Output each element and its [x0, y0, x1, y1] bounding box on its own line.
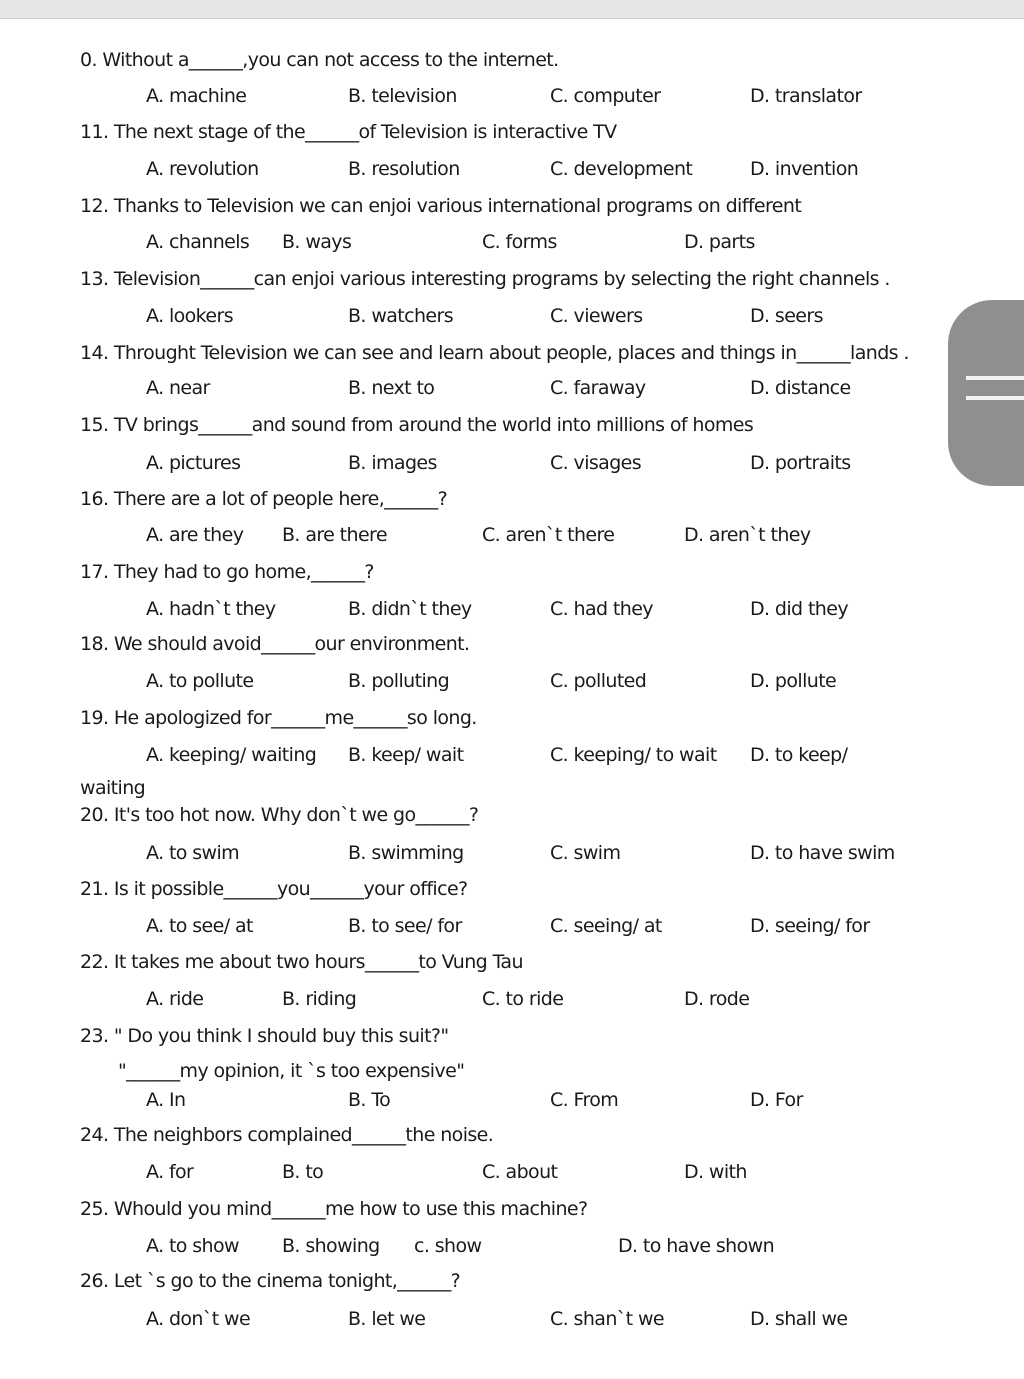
option-c: c. show	[414, 1235, 482, 1257]
option-a: A. channels	[146, 231, 250, 253]
question-20: 20. It's too hot now. Why don`t we go______?	[80, 804, 479, 826]
option-d: D. translator	[750, 85, 862, 107]
option-c: C. shan`t we	[550, 1308, 664, 1330]
question-16: 16. There are a lot of people here,______?	[80, 488, 448, 510]
option-a: A. to see/ at	[146, 915, 253, 937]
option-a: A. machine	[146, 85, 247, 107]
option-a: A. to swim	[146, 842, 240, 864]
option-b: B. television	[348, 85, 457, 107]
option-d: D. to have shown	[618, 1235, 775, 1257]
option-c: C. aren`t there	[482, 524, 615, 546]
option-d: D. shall we	[750, 1308, 848, 1330]
option-b: B. ways	[282, 231, 352, 253]
option-d: D. parts	[684, 231, 755, 253]
option-b: B. watchers	[348, 305, 454, 327]
question-11: 11. The next stage of the______of Television is interactive TV	[80, 121, 617, 143]
question-21: 21. Is it possible______you______your office?	[80, 878, 468, 900]
option-d: D. portraits	[750, 452, 851, 474]
question-0: 0. Without a______,you can not access to the internet.	[80, 49, 559, 71]
option-d: D. pollute	[750, 670, 837, 692]
question-18: 18. We should avoid______our environment.	[80, 633, 470, 655]
option-c: C. viewers	[550, 305, 643, 327]
option-d: D. distance	[750, 377, 851, 399]
option-a: A. ride	[146, 988, 204, 1010]
option-d: D. seers	[750, 305, 823, 327]
option-c: C. computer	[550, 85, 661, 107]
option-d: D. to have swim	[750, 842, 895, 864]
option-a: A. near	[146, 377, 210, 399]
option-d: D. seeing/ for	[750, 915, 870, 937]
option-b: B. resolution	[348, 158, 460, 180]
option-b: B. to	[282, 1161, 324, 1183]
option-c: C. faraway	[550, 377, 646, 399]
option-c: C. about	[482, 1161, 558, 1183]
question-22: 22. It takes me about two hours______to Vung Tau	[80, 951, 523, 973]
option-d: D. aren`t they	[684, 524, 811, 546]
option-d: D. For	[750, 1089, 803, 1111]
question-15: 15. TV brings______and sound from around the world into millions of homes	[80, 414, 754, 436]
option-b: B. riding	[282, 988, 357, 1010]
question-14: 14. Throught Television we can see and learn about people, places and things in______lands .	[80, 342, 909, 364]
question-12: 12. Thanks to Television we can enjoi various international programs on different	[80, 195, 802, 217]
option-a: A. lookers	[146, 305, 233, 327]
option-a: A. revolution	[146, 158, 259, 180]
option-b: B. polluting	[348, 670, 450, 692]
option-a: A. don`t we	[146, 1308, 251, 1330]
option-a: A. to show	[146, 1235, 239, 1257]
option-c: C. swim	[550, 842, 621, 864]
option-a: A. are they	[146, 524, 244, 546]
option-c: C. polluted	[550, 670, 647, 692]
option-a: A. for	[146, 1161, 194, 1183]
option-b: B. keep/ wait	[348, 744, 464, 766]
option-b: B. are there	[282, 524, 387, 546]
question-26: 26. Let `s go to the cinema tonight,______?	[80, 1270, 461, 1292]
question-24: 24. The neighbors complained______the noise.	[80, 1124, 494, 1146]
question-13: 13. Television______can enjoi various interesting programs by selecting the right channels .	[80, 268, 890, 290]
option-c: C. had they	[550, 598, 653, 620]
option-c: C. forms	[482, 231, 557, 253]
question-17: 17. They had to go home,______?	[80, 561, 374, 583]
option-d-wrap: waiting	[80, 777, 146, 799]
option-b: B. showing	[282, 1235, 380, 1257]
option-b: B. let we	[348, 1308, 426, 1330]
option-b: B. next to	[348, 377, 435, 399]
top-bar	[0, 0, 1024, 19]
option-c: C. to ride	[482, 988, 564, 1010]
side-drawer-handle[interactable]	[948, 300, 1024, 486]
option-b: B. to see/ for	[348, 915, 462, 937]
option-d: D. with	[684, 1161, 747, 1183]
question-23: 23. " Do you think I should buy this suit?"	[80, 1025, 449, 1047]
option-a: A. hadn`t they	[146, 598, 276, 620]
option-a: A. pictures	[146, 452, 241, 474]
option-c: C. development	[550, 158, 693, 180]
option-b: B. images	[348, 452, 437, 474]
option-c: C. From	[550, 1089, 619, 1111]
handle-grip-icon	[966, 396, 1024, 400]
option-a: A. keeping/ waiting	[146, 744, 317, 766]
option-b: B. swimming	[348, 842, 464, 864]
option-c: C. visages	[550, 452, 642, 474]
question-25: 25. Whould you mind______me how to use this machine?	[80, 1198, 588, 1220]
option-c: C. keeping/ to wait	[550, 744, 717, 766]
question-23-subline: "______my opinion, it `s too expensive"	[118, 1060, 465, 1082]
option-d: D. to keep/	[750, 744, 848, 766]
option-a: A. to pollute	[146, 670, 254, 692]
option-a: A. In	[146, 1089, 186, 1111]
option-b: B. To	[348, 1089, 391, 1111]
option-c: C. seeing/ at	[550, 915, 662, 937]
option-d: D. rode	[684, 988, 750, 1010]
option-d: D. did they	[750, 598, 848, 620]
handle-grip-icon	[966, 376, 1024, 380]
question-19: 19. He apologized for______me______so long.	[80, 707, 477, 729]
option-b: B. didn`t they	[348, 598, 472, 620]
option-d: D. invention	[750, 158, 859, 180]
